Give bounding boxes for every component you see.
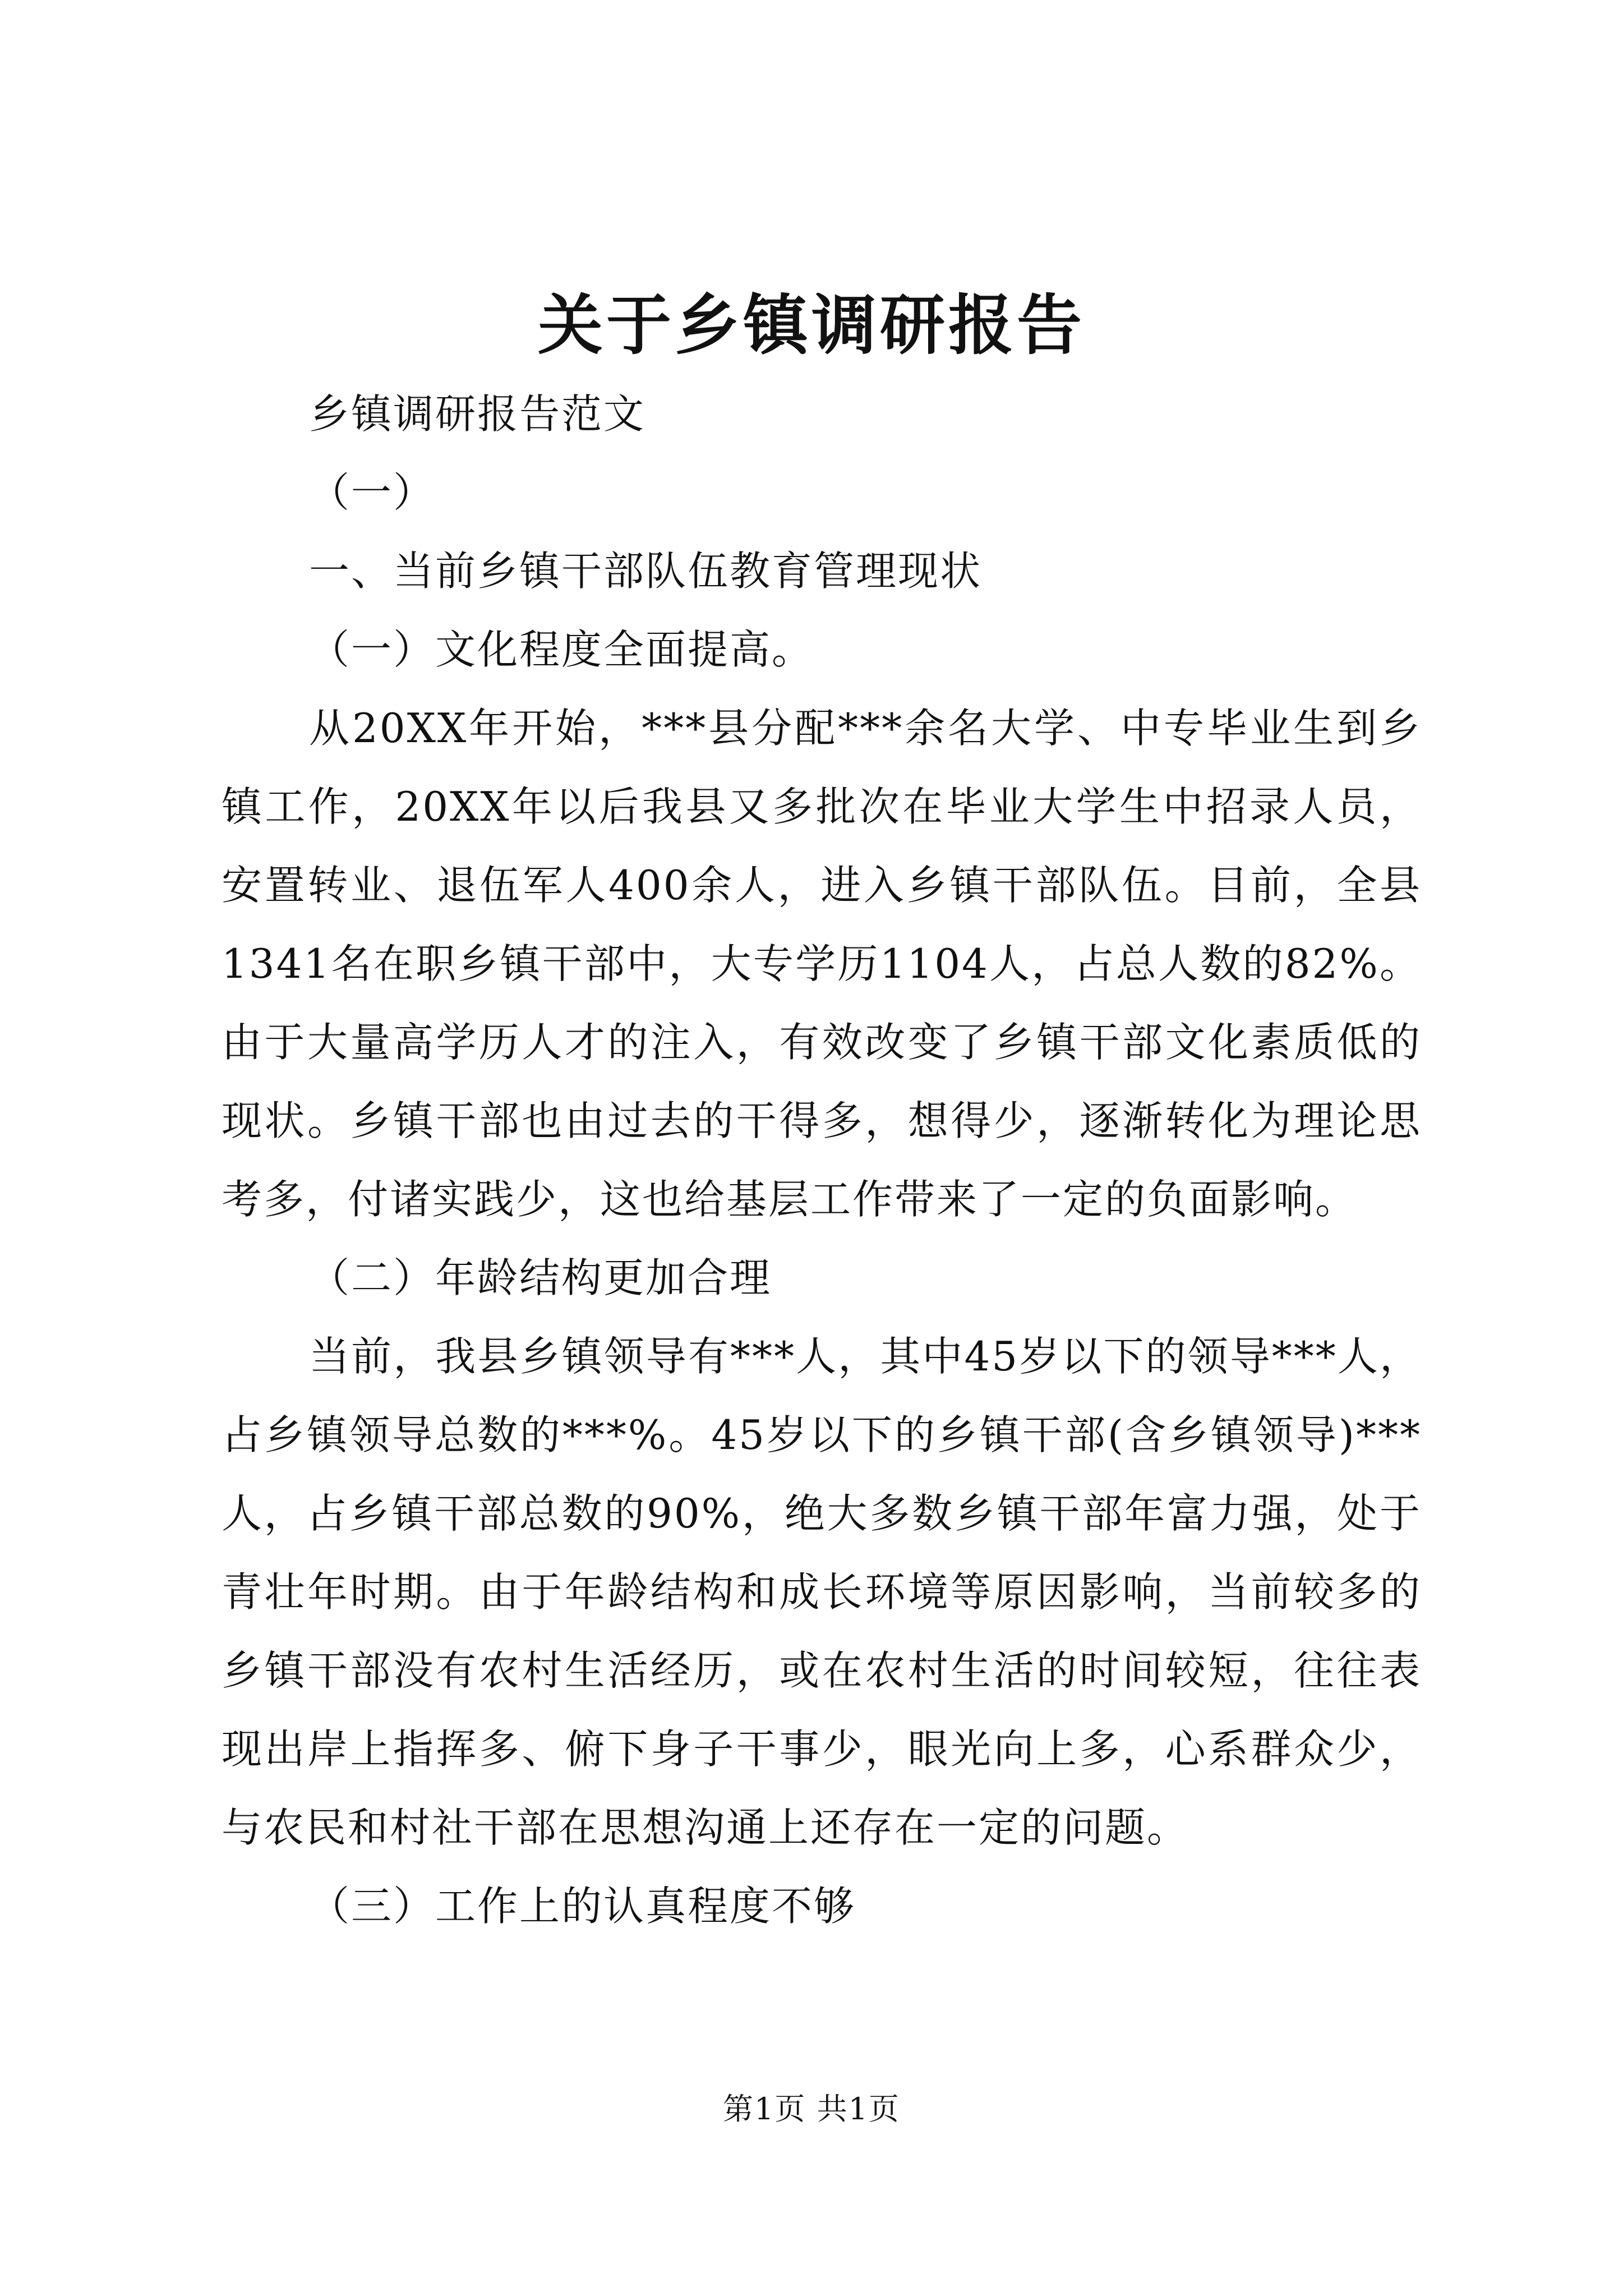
paragraph-age-structure: 当前，我县乡镇领导有***人，其中45岁以下的领导***人，占乡镇领导总数的***%。45岁以下的乡镇干部(含乡镇领导)***人，占乡镇干部总数的90%，绝大多数乡镇干部年富力强，处于青壮年时期。由于年龄结构和成长环境等原因影响，当前较多的乡镇干部没有农村生活经历，或在农村生活的时间较短，往往表现出岸上指挥多、俯下身子干事少，眼光向上多，心系群众少，与农民和村社干部在思想沟通上还存在一定的问题。	[222, 1333, 1422, 1851]
document-body	[222, 375, 1422, 1945]
paragraph-subtitle: 乡镇调研报告范文	[309, 390, 646, 438]
subsection-heading-3: （三）工作上的认真程度不够	[309, 1883, 856, 1930]
section-heading-1: 一、当前乡镇干部队伍教育管理现状	[309, 547, 983, 595]
paragraph-part-one: （一）	[309, 469, 436, 516]
subsection-heading-1: （一）文化程度全面提高。	[309, 626, 814, 673]
subsection-heading-2: （二）年龄结构更加合理	[309, 1254, 772, 1301]
document-title: 关于乡镇调研报告	[538, 287, 1085, 364]
page-footer: 第1页 共1页	[723, 2091, 900, 2127]
paragraph-education: 从20XX年开始，***县分配***余名大学、中专毕业生到乡镇工作，20XX年以后我县又多批次在毕业大学生中招录人员，安置转业、退伍军人400余人，进入乡镇干部队伍。目前，全县1341名在职乡镇干部中，大专学历1104人，占总人数的82%。由于大量高学历人才的注入，有效改变了乡镇干部文化素质低的现状。乡镇干部也由过去的干得多，想得少，逐渐转化为理论思考多，付诸实践少，这也给基层工作带来了一定的负面影响。	[222, 705, 1422, 1223]
